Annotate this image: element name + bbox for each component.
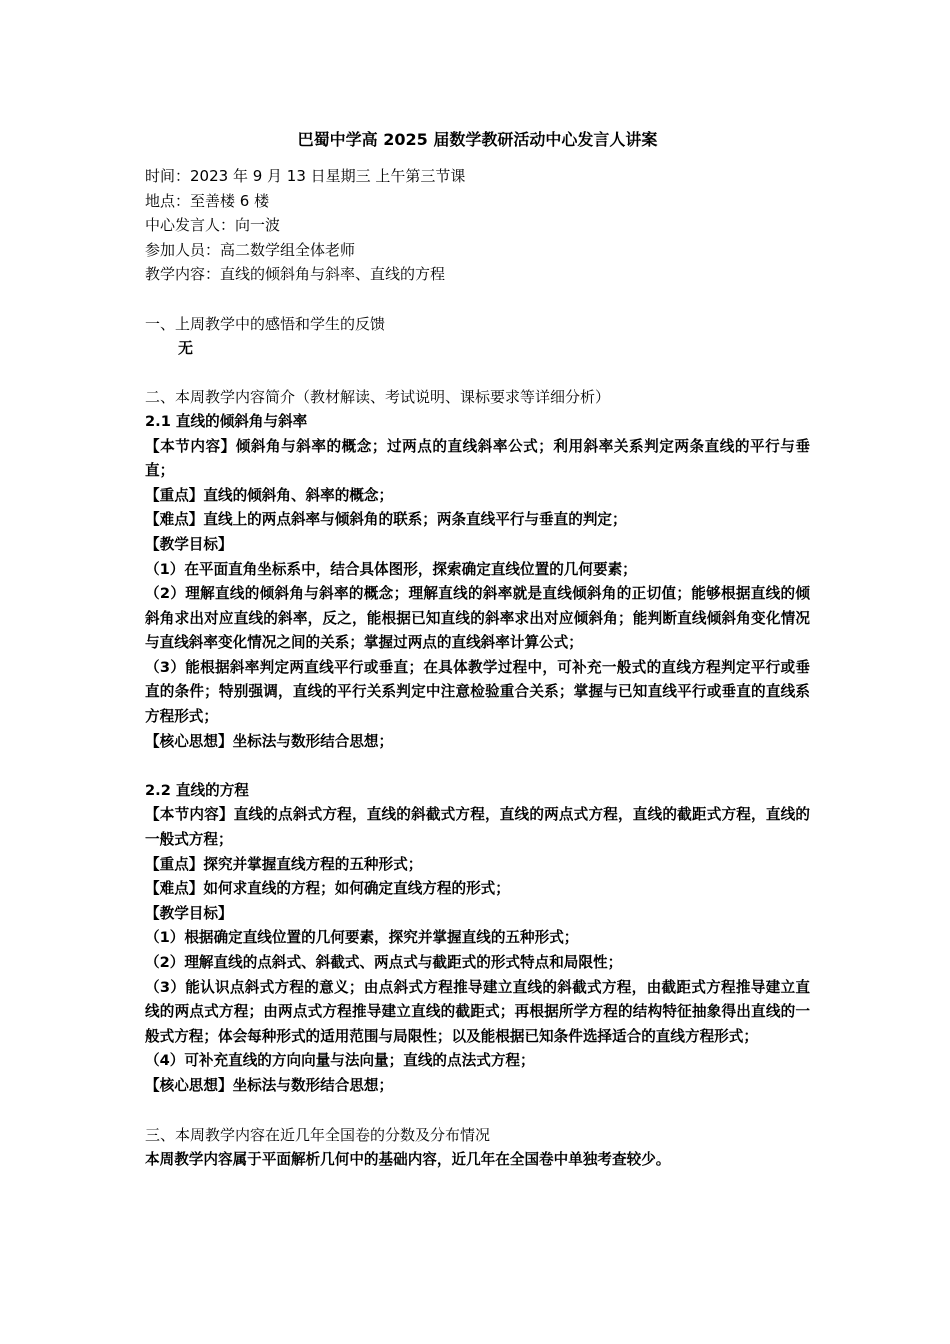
- spacer: [145, 1099, 810, 1124]
- part2-goal-1: （1）根据确定直线位置的几何要素，探究并掌握直线的五种形式；: [145, 929, 579, 947]
- part1-key: 【重点】直线的倾斜角、斜率的概念；: [145, 486, 394, 504]
- part2-difficulty: 【难点】如何求直线的方程；如何确定直线方程的形式；: [145, 880, 510, 898]
- section3-heading: 三、本周教学内容在近几年全国卷的分数及分布情况: [145, 1126, 491, 1145]
- part1-core: 【核心思想】坐标法与数形结合思想；: [145, 732, 394, 750]
- part2-content: 【本节内容】直线的点斜式方程，直线的斜截式方程，直线的两点式方程，直线的截距式方程，直线的一般式方程；: [145, 806, 810, 849]
- meta-speaker: 中心发言人：向一波: [145, 216, 281, 235]
- part1-goals-label: 【教学目标】: [145, 535, 233, 553]
- document-page: [145, 128, 810, 1172]
- part2-goal-4: （4）可补充直线的方向向量与法向量；直线的点法式方程；: [145, 1052, 535, 1070]
- spacer: [145, 287, 810, 312]
- part2-core: 【核心思想】坐标法与数形结合思想；: [145, 1076, 394, 1094]
- section3-body: 本周教学内容属于平面解析几何中的基础内容，近几年在全国卷中单独考查较少。: [145, 1150, 671, 1168]
- meta-location: 地点：至善楼 6 楼: [145, 191, 270, 210]
- part1-goal-1: （1）在平面直角坐标系中，结合具体图形，探索确定直线位置的几何要素；: [145, 560, 637, 578]
- part1-content: 【本节内容】倾斜角与斜率的概念；过两点的直线斜率公式；利用斜率关系判定两条直线的平行与垂直；: [145, 437, 810, 480]
- part2-key: 【重点】探究并掌握直线方程的五种形式；: [145, 855, 423, 873]
- meta-time: 时间：2023 年 9 月 13 日星期三 上午第三节课: [145, 167, 466, 185]
- part1-goal-2: （2）理解直线的倾斜角与斜率的概念；理解直线的斜率就是直线倾斜角的正切值；能够根据直线的倾斜角求出对应直线的斜率，反之，能根据已知直线的斜率求出对应倾斜角；能判断直线倾斜角变化情况与直线斜率变化情况之间的关系；掌握过两点的直线斜率计算公式；: [145, 585, 810, 652]
- page-title: 巴蜀中学高 2025 届数学教研活动中心发言人讲案: [297, 130, 658, 149]
- part2-goal-2: （2）理解直线的点斜式、斜截式、两点式与截距式的形式特点和局限性；: [145, 954, 623, 971]
- section1-heading: 一、上周教学中的感悟和学生的反馈: [145, 314, 386, 333]
- spacer: [145, 754, 810, 779]
- meta-participants: 参加人员：高二数学组全体老师: [145, 240, 356, 259]
- section2-heading: 二、本周教学内容简介（教材解读、考试说明、课标要求等详细分析）: [145, 388, 611, 407]
- part1-difficulty: 【难点】直线上的两点斜率与倾斜角的联系；两条直线平行与垂直的判定；: [145, 511, 627, 529]
- part2-goals-label: 【教学目标】: [145, 904, 233, 922]
- spacer: [145, 361, 810, 386]
- section1-body: 无: [178, 339, 194, 358]
- part1-title: 2.1 直线的倾斜角与斜率: [145, 412, 308, 430]
- part2-title: 2.2 直线的方程: [145, 781, 249, 799]
- meta-content: 教学内容：直线的倾斜角与斜率、直线的方程: [145, 265, 446, 284]
- part2-goal-3: （3）能认识点斜式方程的意义；由点斜式方程推导建立直线的斜截式方程，由截距式方程推导建立直线的两点式方程；由两点式方程推导建立直线的截距式；再根据所学方程的结构特征抽象得出直线的一般式方程；体会每种形式的适用范围与局限性；以及能根据已知条件选择适合的直线方程形式；: [145, 978, 810, 1045]
- part1-goal-3: （3）能根据斜率判定两直线平行或垂直；在具体教学过程中，可补充一般式的直线方程判定平行或垂直的条件；特别强调，直线的平行关系判定中注意检验重合关系；掌握与已知直线平行或垂直的直线系方程形式；: [145, 658, 810, 726]
